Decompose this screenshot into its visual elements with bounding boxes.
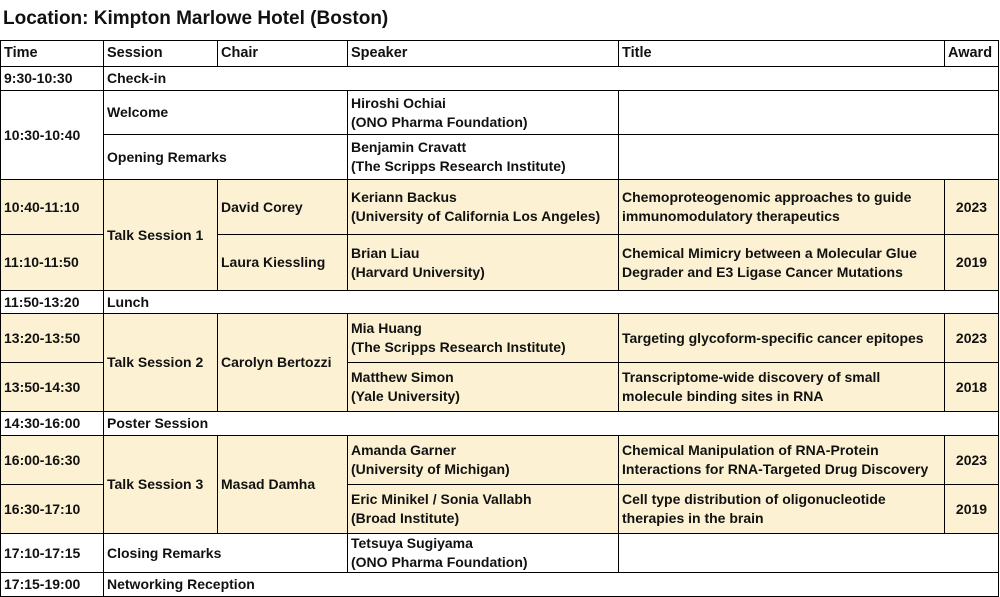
session-cell: Talk Session 2: [104, 314, 218, 412]
chair-cell: Carolyn Bertozzi: [218, 314, 348, 412]
title-cell: [619, 436, 945, 485]
location-title: Location: Kimpton Marlowe Hotel (Boston): [3, 8, 389, 29]
speaker-cell: [348, 485, 619, 534]
speaker-affiliation: (The Scripps Research Institute): [351, 339, 566, 355]
speaker-affiliation: (Broad Institute): [351, 510, 460, 526]
title-line: Chemoproteogenomic approaches to guide: [622, 189, 912, 205]
session-cell: Lunch: [104, 291, 999, 314]
empty-cell: [619, 91, 999, 135]
time-cell: 13:20-13:50: [1, 314, 104, 363]
title-line: Chemical Mimicry between a Molecular Glue: [622, 244, 917, 261]
table-row-talk: [1, 436, 999, 485]
table-row-talk: [1, 180, 999, 235]
header-row: [1, 41, 999, 67]
award-cell: 2018: [945, 363, 999, 412]
title-cell: [619, 363, 945, 412]
time-cell: 10:40-11:10: [1, 180, 104, 235]
session-cell: Talk Session 1: [104, 180, 218, 291]
table-row-closing: [1, 534, 999, 573]
time-cell: 11:50-13:20: [1, 291, 104, 314]
time-cell: 9:30-10:30: [1, 67, 104, 91]
title-line: molecule binding sites in RNA: [622, 388, 824, 404]
award-cell: 2019: [945, 235, 999, 291]
speaker-affiliation: (ONO Pharma Foundation): [351, 113, 528, 130]
speaker-affiliation: (The Scripps Research Institute): [351, 158, 566, 174]
time-cell: 17:10-17:15: [1, 534, 104, 573]
header-title: Title: [619, 41, 945, 67]
title-cell: [619, 180, 945, 235]
title-line: Targeting glycoform-specific cancer epitopes: [622, 329, 924, 346]
table-row-checkin: [1, 67, 999, 91]
chair-cell: Masad Damha: [218, 436, 348, 534]
session-cell: Closing Remarks: [104, 534, 348, 573]
title-line: Degrader and E3 Ligase Cancer Mutations: [622, 263, 903, 280]
title-cell: [619, 235, 945, 291]
speaker-name: Hiroshi Ochiai: [351, 94, 446, 111]
table-row-lunch: [1, 291, 999, 314]
speaker-cell: [348, 363, 619, 412]
award-cell: 2019: [945, 485, 999, 534]
speaker-name: Matthew Simon: [351, 369, 454, 385]
speaker-affiliation: (University of Michigan): [351, 461, 510, 477]
empty-cell: [619, 135, 999, 180]
title-line: therapies in the brain: [622, 510, 764, 526]
speaker-cell: [348, 91, 619, 135]
speaker-cell: [348, 135, 619, 180]
session-cell: Check-in: [104, 67, 999, 91]
time-cell: 11:10-11:50: [1, 235, 104, 291]
title-line: immunomodulatory therapeutics: [622, 208, 840, 224]
speaker-affiliation: (University of California Los Angeles): [351, 208, 601, 224]
empty-cell: [619, 534, 999, 573]
speaker-cell: [348, 180, 619, 235]
speaker-name: Benjamin Cravatt: [351, 139, 467, 155]
session-cell: Poster Session: [104, 412, 999, 436]
session-cell: Welcome: [104, 91, 348, 135]
header-time: Time: [1, 41, 104, 67]
session-cell: Opening Remarks: [104, 135, 348, 180]
table-row-welcome: [1, 91, 999, 135]
schedule-table: [0, 40, 999, 597]
title-cell: [619, 314, 945, 363]
table-row-poster: [1, 412, 999, 436]
table-row-talk: [1, 314, 999, 363]
speaker-name: Keriann Backus: [351, 189, 457, 205]
speaker-name: Amanda Garner: [351, 442, 457, 458]
session-cell: Talk Session 3: [104, 436, 218, 534]
time-cell: 10:30-10:40: [1, 91, 104, 180]
speaker-cell: [348, 235, 619, 291]
header-speaker: Speaker: [348, 41, 619, 67]
header-chair: Chair: [218, 41, 348, 67]
title-line: Chemical Manipulation of RNA-Protein: [622, 442, 879, 458]
award-cell: 2023: [945, 436, 999, 485]
table-row-networking: [1, 573, 999, 597]
title-cell: [619, 485, 945, 534]
speaker-name: Eric Minikel / Sonia Vallabh: [351, 491, 532, 507]
speaker-name: Mia Huang: [351, 320, 422, 336]
chair-cell: David Corey: [218, 180, 348, 235]
time-cell: 16:30-17:10: [1, 485, 104, 534]
time-cell: 13:50-14:30: [1, 363, 104, 412]
time-cell: 14:30-16:00: [1, 412, 104, 436]
header-award: Award: [945, 41, 999, 67]
award-cell: 2023: [945, 314, 999, 363]
speaker-name: Tetsuya Sugiyama: [351, 535, 473, 551]
table-row-opening-remarks: [1, 135, 999, 180]
speaker-affiliation: (Harvard University): [351, 263, 485, 280]
speaker-cell: [348, 534, 619, 573]
speaker-name: Brian Liau: [351, 244, 420, 261]
award-cell: 2023: [945, 180, 999, 235]
title-line: Transcriptome-wide discovery of small: [622, 369, 881, 385]
chair-cell: Laura Kiessling: [218, 235, 348, 291]
header-session: Session: [104, 41, 218, 67]
title-line: Cell type distribution of oligonucleotide: [622, 491, 886, 507]
speaker-affiliation: (ONO Pharma Foundation): [351, 554, 528, 570]
time-cell: 16:00-16:30: [1, 436, 104, 485]
speaker-cell: [348, 314, 619, 363]
title-line: Interactions for RNA-Targeted Drug Discovery: [622, 461, 929, 477]
speaker-affiliation: (Yale University): [351, 388, 460, 404]
session-cell: Networking Reception: [104, 573, 999, 597]
time-cell: 17:15-19:00: [1, 573, 104, 597]
speaker-cell: [348, 436, 619, 485]
